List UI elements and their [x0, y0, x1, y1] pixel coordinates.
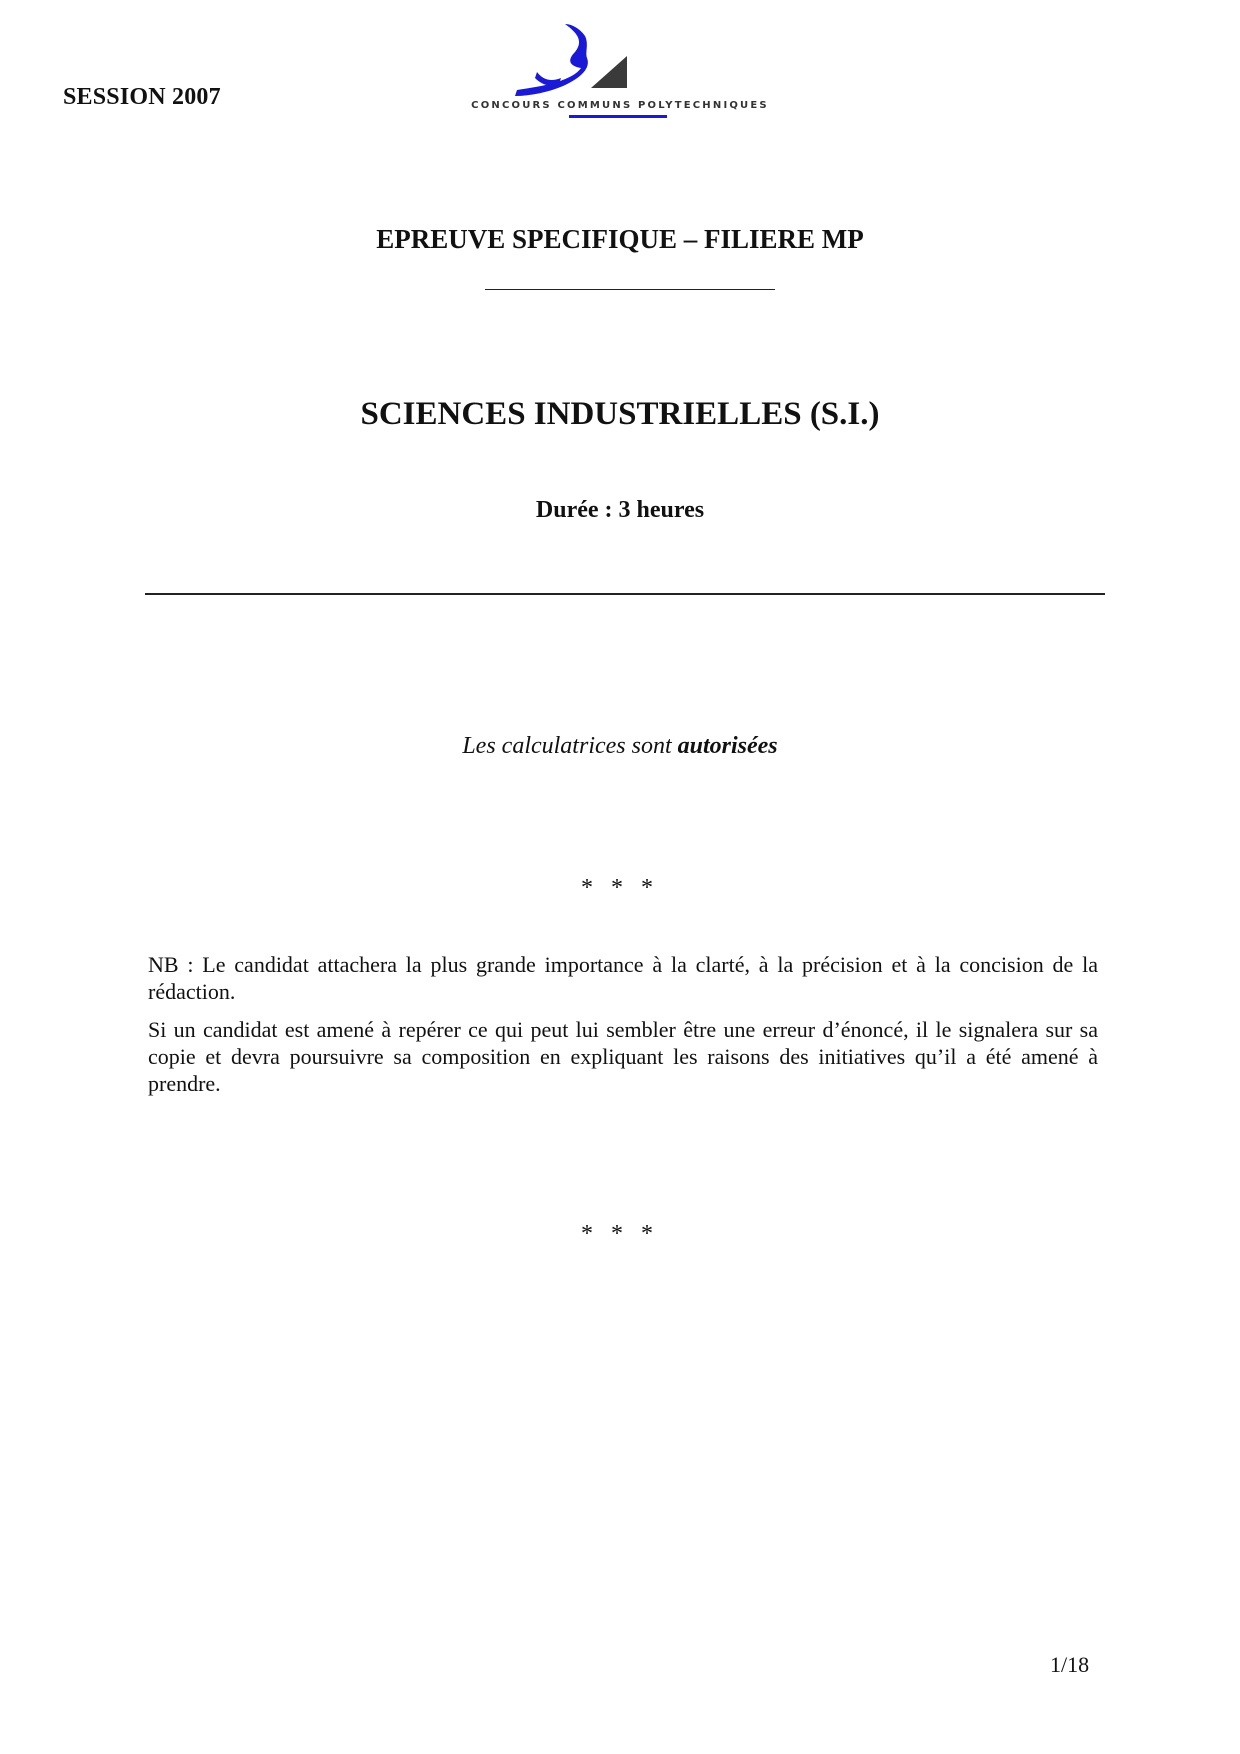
- separator-top: * * *: [581, 875, 659, 901]
- duration-label: Durée : 3 heures: [535, 497, 705, 523]
- logo-text: CONCOURS COMMUNS POLYTECHNIQUES: [471, 100, 769, 111]
- epreuve-title: EPREUVE SPECIFIQUE – FILIERE MP: [376, 224, 864, 254]
- calculators-text: Les calculatrices sont: [462, 733, 678, 759]
- calculators-emphasis: autorisées: [677, 733, 778, 759]
- note-erreur: Si un candidat est amené à repérer ce qui peut lui sembler être une erreur d’énoncé, il le signalera sur sa copie et devra poursuivre sa composition en expliquant les raisons des initiatives qu’il a été amené à prendre.: [148, 1017, 1098, 1096]
- logo-emblem-icon: [465, 22, 775, 102]
- session-label: SESSION 2007: [63, 84, 221, 110]
- separator-bottom: * * *: [581, 1221, 659, 1247]
- logo-underline: [569, 115, 667, 118]
- page-number: 1/18: [1050, 1652, 1090, 1677]
- discipline-title: SCIENCES INDUSTRIELLES (S.I.): [360, 396, 880, 432]
- note-nb: NB : Le candidat attachera la plus grande importance à la clarté, à la précision et à la concision de la rédaction.: [148, 952, 1098, 1004]
- title-divider: [485, 289, 775, 290]
- concours-logo: [465, 22, 775, 127]
- header-divider: [145, 593, 1105, 595]
- calculators-notice: [0, 733, 1240, 760]
